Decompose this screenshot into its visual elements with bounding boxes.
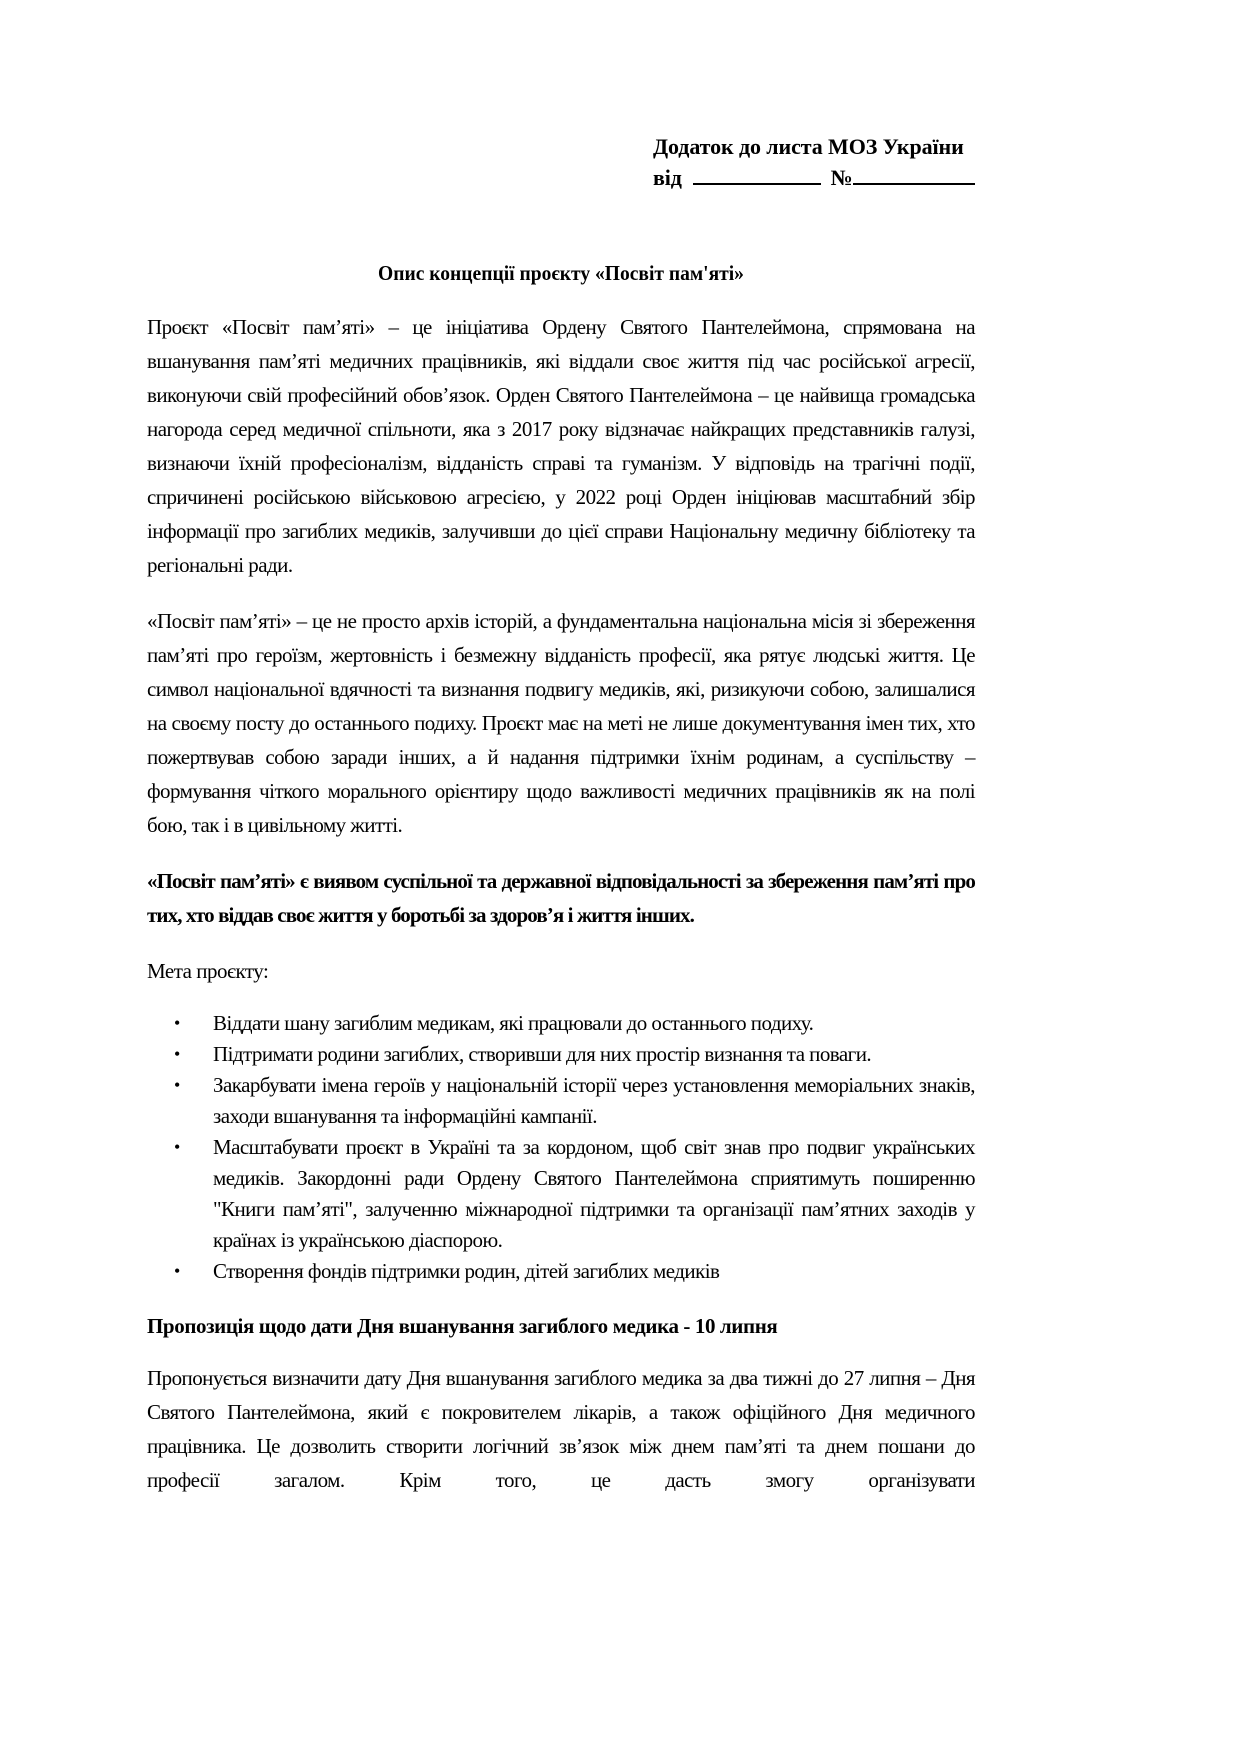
- document-body: [147, 310, 975, 1519]
- goal-item: [147, 1132, 975, 1256]
- paragraph-mission: «Посвіт пам’яті» – це не просто архів історій, а фундаментальна національна місія зі збереження пам’яті про героїзм, жертовність і безмежну відданість професії, яка рятує людські життя. Це символ національної вдячності та визнання подвигу медиків, які, ризикуючи собою, залишалися на своєму посту до останнього подиху. Проєкт має на меті не лише документування імен тих, хто пожертвував собою заради інших, а й надання підтримки їхнім родинам, а суспільству – формування чіткого морального орієнтиру щодо важливості медичних працівників як на полі бою, так і в цивільному житті.: [147, 609, 975, 837]
- number-blank-line: [853, 165, 975, 185]
- goal-item: [147, 1008, 975, 1039]
- addendum-date-number: [653, 162, 983, 193]
- date-blank-line: [693, 165, 821, 185]
- addendum-header: [653, 131, 983, 193]
- goal-item: [147, 1256, 975, 1287]
- paragraph-responsibility: «Посвіт пам’яті» є виявом суспільної та державної відповідальності за збереження пам’яті про тих, хто віддав своє життя у боротьбі за здоров’я і життя інших.: [147, 869, 975, 927]
- document-title: Опис концепції проєкту «Посвіт пам'яті»: [378, 261, 744, 285]
- proposal-heading: Пропозиція щодо дати Дня вшанування загиблого медика - 10 липня: [147, 1314, 778, 1338]
- goal-text: Створення фондів підтримки родин, дітей загиблих медиків: [213, 1259, 720, 1283]
- goal-text: Закарбувати імена героїв у національній історії через установлення меморіальних знаків, заходи вшанування та інформаційні кампанії.: [213, 1073, 975, 1128]
- proposal-paragraph: Пропонується визначити дату Дня вшанування загиблого медика за два тижні до 27 липня – Дня Святого Пантелеймона, який є покровителем лікарів, а також офіційного Дня медичного працівника. Це дозволить створити логічний зв’язок між днем пам’яті та днем пошани до професії загалом. Крім того, це дасть змогу організувати: [147, 1366, 975, 1492]
- goal-text: Підтримати родини загиблих, створивши для них простір визнання та поваги.: [213, 1042, 872, 1066]
- goal-text: Масштабувати проєкт в Україні та за кордоном, щоб світ знав про подвиг українських медиків. Закордонні ради Ордену Святого Пантелеймона сприятимуть поширенню "Книги пам’яті", залученню міжнародної підтримки та організації пам’ятних заходів у країнах із українською діаспорою.: [213, 1135, 975, 1252]
- addendum-from-label: від: [653, 165, 682, 190]
- goal-text: Віддати шану загиблим медикам, які працювали до останнього подиху.: [213, 1011, 814, 1035]
- bullet-icon: •: [174, 1044, 180, 1064]
- goal-item: [147, 1070, 975, 1132]
- goal-item: [147, 1039, 975, 1070]
- paragraph-intro: Проєкт «Посвіт пам’яті» – це ініціатива Ордену Святого Пантелеймона, спрямована на вшанування пам’яті медичних працівників, які віддали своє життя під час російської агресії, виконуючи свій професійний обов’язок. Орден Святого Пантелеймона – це найвища громадська нагорода серед медичної спільноти, яка з 2017 року відзначає найкращих представників галузі, визнаючи їхній професіоналізм, відданість справі та гуманізм. У відповідь на трагічні події, спричинені російською військовою агресією, у 2022 році Орден ініціював масштабний збір інформації про загиблих медиків, залучивши до цієї справи Національну медичну бібліотеку та регіональні ради.: [147, 315, 975, 577]
- bullet-icon: •: [174, 1075, 180, 1095]
- goals-label: Мета проєкту:: [147, 959, 269, 983]
- addendum-title: Додаток до листа МОЗ України: [653, 134, 964, 159]
- goals-list: [147, 1008, 975, 1287]
- number-sign: №: [830, 165, 853, 190]
- bullet-icon: •: [174, 1261, 180, 1281]
- bullet-icon: •: [174, 1137, 180, 1157]
- bullet-icon: •: [174, 1013, 180, 1033]
